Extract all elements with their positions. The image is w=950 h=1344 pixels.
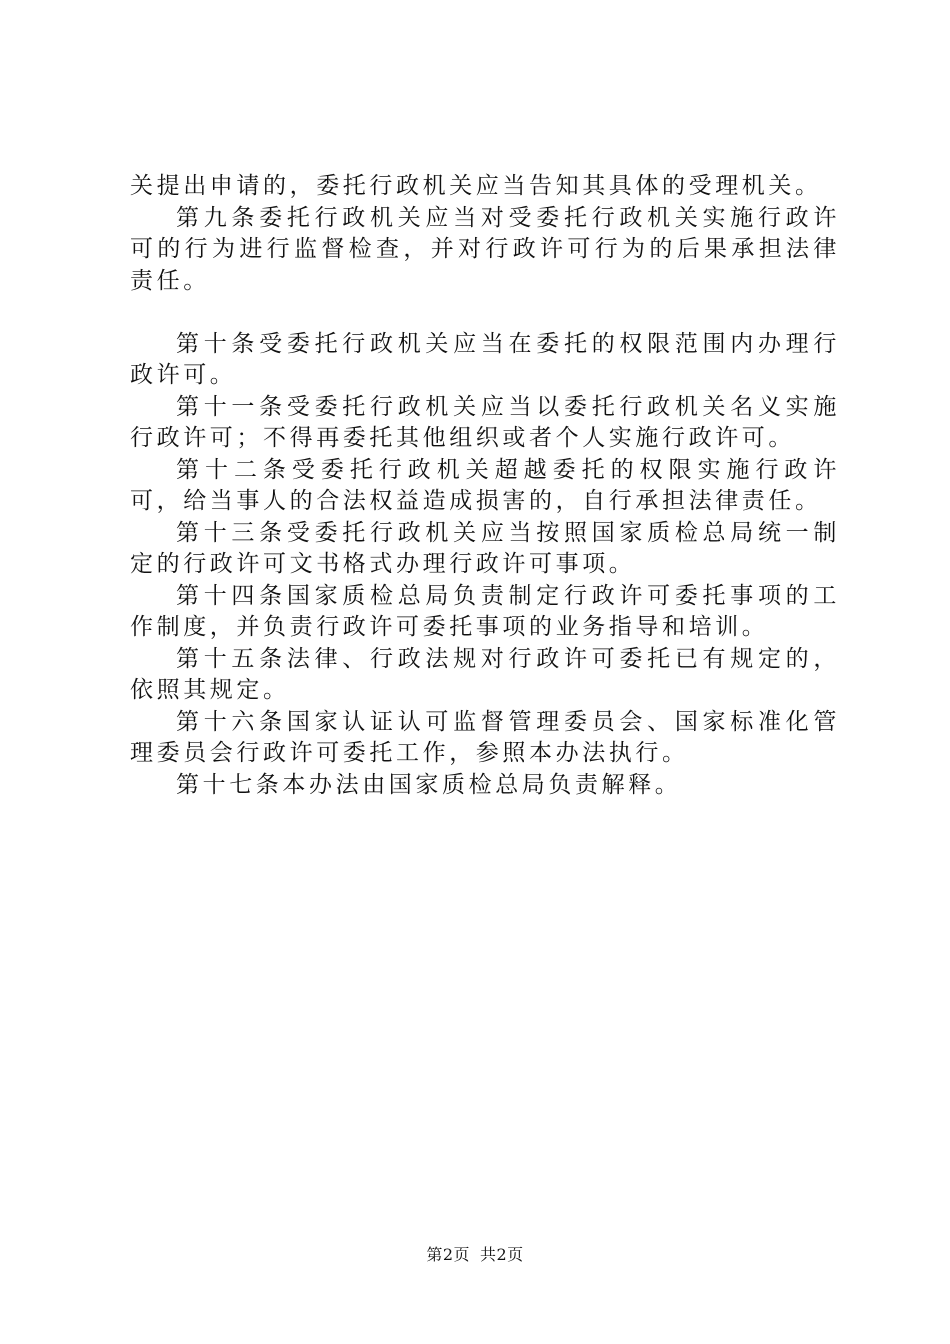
page-number-total: 共2页 — [480, 1245, 524, 1264]
article-12: 第十二条受委托行政机关超越委托的权限实施行政许可，给当事人的合法权益造成损害的，自行承担法律责任。 — [130, 456, 840, 514]
article-17: 第十七条本办法由国家质检总局负责解释。 — [176, 771, 682, 798]
blank-line — [130, 297, 840, 329]
article-11: 第十一条受委托行政机关应当以委托行政机关名义实施行政许可；不得再委托其他组织或者个人实施行政许可。 — [130, 393, 840, 451]
article-10: 第十条受委托行政机关应当在委托的权限范围内办理行政许可。 — [130, 330, 840, 388]
page-number-current: 第2页 — [426, 1245, 470, 1264]
article-13: 第十三条受委托行政机关应当按照国家质检总局统一制定的行政许可文书格式办理行政许可事项。 — [130, 519, 840, 577]
article-16: 第十六条国家认证认可监督管理委员会、国家标准化管理委员会行政许可委托工作，参照本办法执行。 — [130, 708, 840, 766]
page-footer — [0, 1242, 950, 1265]
article-14: 第十四条国家质检总局负责制定行政许可委托事项的工作制度，并负责行政许可委托事项的业务指导和培训。 — [130, 582, 840, 640]
article-15: 第十五条法律、行政法规对行政许可委托已有规定的，依照其规定。 — [130, 645, 840, 703]
paragraph-continuation: 关提出申请的，委托行政机关应当告知其具体的受理机关。 — [130, 173, 822, 199]
document-body — [130, 171, 840, 801]
article-9: 第九条委托行政机关应当对受委托行政机关实施行政许可的行为进行监督检查，并对行政许可行为的后果承担法律责任。 — [130, 204, 840, 294]
